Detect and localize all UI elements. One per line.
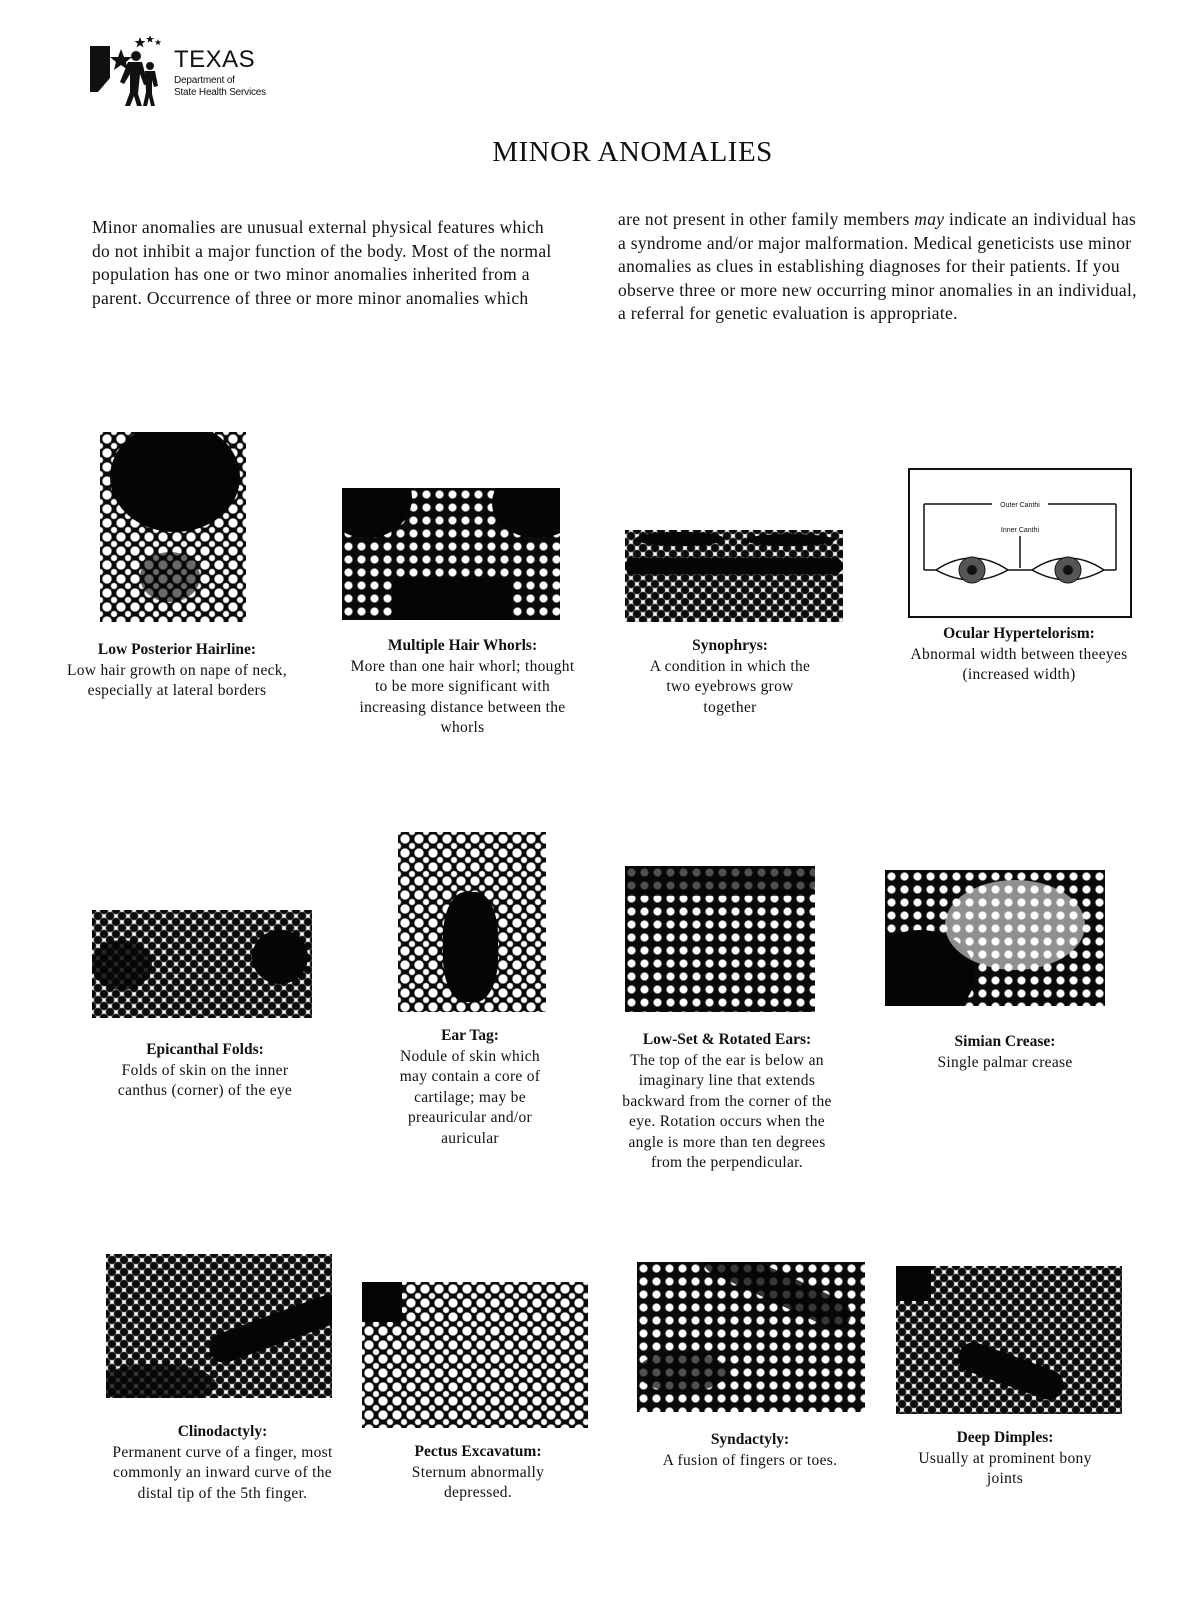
caption-clinodactyly: [110, 1422, 335, 1504]
intro-column-1: Minor anomalies are unusual external physical features which do not inhibit a major function of the body. Most of the normal population has one or two minor anomalies inherited from a parent. Occurrence of three or more minor anomalies which: [92, 217, 552, 308]
caption-title: Deep Dimples:: [956, 1429, 1054, 1446]
logo-department-line: Department of: [174, 75, 235, 86]
caption-description: Folds of skin on the inner canthus (corner) of the eye: [117, 1061, 293, 1099]
photo-low-posterior-hairline: [100, 432, 246, 622]
caption-title: Ear Tag:: [441, 1027, 499, 1044]
caption-description: A condition in which the two eyebrows grow together: [649, 657, 811, 716]
inner-canthi-label: Inner Canthi: [1000, 527, 1040, 534]
caption-title: Syndactyly:: [710, 1431, 790, 1448]
photo-deep-dimples: [896, 1266, 1122, 1414]
photo-synophrys: [625, 530, 843, 622]
caption-simian-crease: [900, 1032, 1110, 1073]
logo-agency-line: State Health Services: [174, 87, 266, 98]
photo-low-set-rotated-ears: [625, 866, 815, 1012]
photo-epicanthal-folds: [92, 910, 312, 1018]
logo-wordmark: TEXAS: [174, 46, 256, 73]
caption-title: Low-Set & Rotated Ears:: [642, 1031, 812, 1048]
caption-pectus-excavatum: [378, 1442, 578, 1504]
caption-description: Low hair growth on nape of neck, especially at lateral borders: [66, 661, 288, 699]
caption-description: Nodule of skin which may contain a core of cartilage; may be preauricular and/or auricular: [399, 1047, 541, 1147]
caption-title: Epicanthal Folds:: [146, 1041, 264, 1058]
photo-multiple-hair-whorls: [342, 488, 560, 620]
caption-low-set-rotated-ears: [622, 1030, 832, 1174]
caption-description: A fusion of fingers or toes.: [662, 1451, 838, 1469]
caption-title: Synophrys:: [692, 637, 768, 654]
caption-low-posterior-hairline: [58, 640, 296, 702]
outer-canthi-label: Outer Canthi: [1000, 502, 1040, 509]
caption-description: The top of the ear is below an imaginary line that extends backward from the corner of the eye. Rotation occurs when the angle is more than ten degrees from the perpendicular.: [622, 1051, 832, 1171]
photo-pectus-excavatum: [362, 1282, 588, 1428]
caption-title: Low Posterior Hairline:: [97, 641, 257, 658]
photo-syndactyly: [637, 1262, 865, 1412]
eyes-distance-diagram: [910, 470, 1130, 616]
caption-description: Abnormal width between theeyes (increased width): [910, 645, 1128, 683]
caption-ocular-hypertelorism: [900, 624, 1138, 686]
photo-ear-tag: [398, 832, 546, 1012]
ocular-hypertelorism-diagram: [908, 468, 1132, 618]
caption-deep-dimples: [905, 1428, 1105, 1490]
intro-column-2: are not present in other family members may indicate an individual has a syndrome and/or major malformation. Medical geneticists use minor anomalies as clues in establishing diagnoses for their patients. If you observe three or more new occurring minor anomalies in an individual, a referral for genetic evaluation is appropriate.: [618, 209, 1137, 323]
caption-title: Clinodactyly:: [177, 1423, 268, 1440]
caption-description: More than one hair whorl; thought to be more significant with increasing distance between the whorls: [350, 657, 575, 736]
texas-dshs-logo: [90, 34, 290, 106]
caption-multiple-hair-whorls: [350, 636, 575, 739]
caption-title: Multiple Hair Whorls:: [387, 637, 538, 654]
caption-epicanthal-folds: [105, 1040, 305, 1102]
caption-description: Permanent curve of a finger, most commonly an inward curve of the distal tip of the 5th finger.: [112, 1443, 333, 1502]
caption-description: Usually at prominent bony joints: [918, 1449, 1092, 1487]
caption-description: Single palmar crease: [937, 1053, 1073, 1071]
caption-title: Pectus Excavatum:: [414, 1443, 542, 1460]
photo-simian-crease: [885, 870, 1105, 1006]
caption-ear-tag: [385, 1026, 555, 1149]
caption-title: Simian Crease:: [954, 1033, 1056, 1050]
page-title: MINOR ANOMALIES: [492, 136, 773, 168]
caption-syndactyly: [630, 1430, 870, 1471]
photo-clinodactyly: [106, 1254, 332, 1398]
star-family-figures-icon: [90, 34, 174, 106]
caption-title: Ocular Hypertelorism:: [943, 625, 1095, 642]
caption-description: Sternum abnormally depressed.: [411, 1463, 545, 1501]
caption-synophrys: [640, 636, 820, 718]
